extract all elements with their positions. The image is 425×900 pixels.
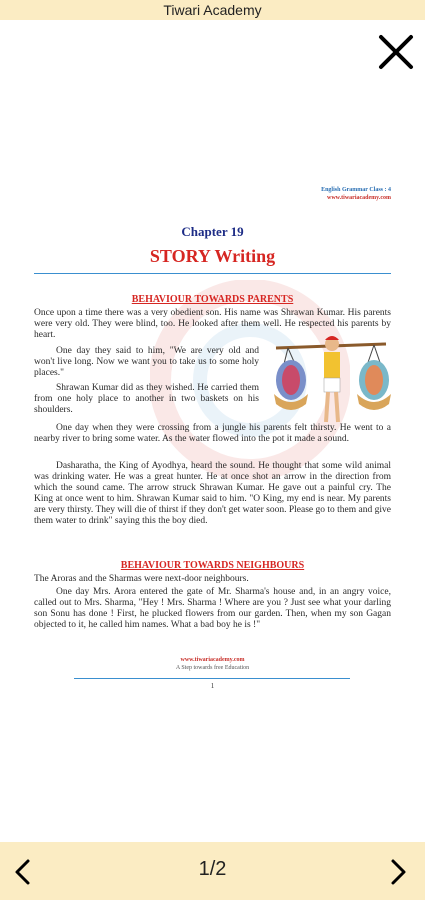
paragraph: One day Mrs. Arora entered the gate of Mr. Sharma's house and, in an angry voice, called out to Mrs. Sharma, "Hey ! Mrs. Sharma ! Where are you ? Just see what your darling son Sonu has done ! First, he plucked flowers from our garden. Then, when my son Gagan objected to it, he called him names. What a bad boy he is !" [34,587,391,630]
paragraph: Dasharatha, the King of Ayodhya, heard the sound. He thought that some wild animal was drinking water. He was a great hunter. He at once shot an arrow in the direction from which the sound came. The arrow struck Shrawan Kumar. He gave out a painful cry. The King at once went to him. Shrawan Kumar said to him. "O King, my end is near. My parents are very thirsty. They will die of thirst if they don't get water soon. Please go to them and give them water to drink" saying this the boy died. [34,461,391,526]
paragraph: Shrawan Kumar did as they wished. He carried them from one holy place to another in two baskets on his shoulders. [34,383,259,415]
app-title: Tiwari Academy [163,2,262,18]
page-header-subject: English Grammar Class : 4 [321,187,391,193]
page-footer [0,656,425,672]
paragraph: One day when they were crossing from a jungle his parents felt thirsty. He went to a nearby river to bring some water. As the water flowed into the pot it made a sound. [34,423,391,444]
page-header [321,186,391,202]
paragraph: One day they said to him, "We are very old and won't live long. Now we want you to take us to some holy places." [34,346,259,378]
app-title-bar [0,0,425,20]
paragraph: The Aroras and the Sharmas were next-door neighbours. [34,574,249,584]
section-heading-parents: BEHAVIOUR TOWARDS PARENTS [131,294,294,305]
close-button[interactable] [376,32,416,72]
shrawan-kumar-illustration [266,330,396,430]
section-heading-neighbours: BEHAVIOUR TOWARDS NEIGHBOURS [120,560,305,571]
chevron-right-icon [383,857,413,887]
next-page-button[interactable] [383,857,413,887]
title-divider [34,273,391,274]
page-number: 1 [210,682,215,690]
document-page [0,180,425,720]
paragraph: Once upon a time there was a very obedient son. His name was Shrawan Kumar. His parents were very old. They were blind, too. He looked after them well. He respected his parents by heart. [34,308,391,340]
page-header-website: www.tiwariacademy.com [327,195,391,201]
footer-divider [74,678,350,679]
footer-tagline: A Step towards free Education [175,665,250,671]
footer-website: www.tiwariacademy.com [180,657,245,663]
chapter-title: STORY Writing [149,246,276,266]
page-indicator: 1/2 [198,858,227,880]
close-icon [376,32,416,72]
pagination-bar [0,842,425,900]
chapter-number: Chapter 19 [181,224,244,239]
